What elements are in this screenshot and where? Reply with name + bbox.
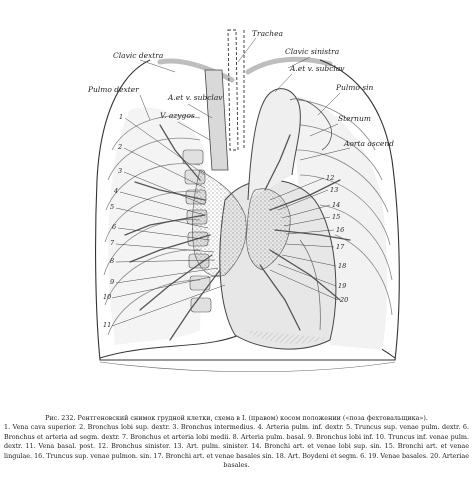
num-8: 8 [110, 257, 115, 265]
num-16: 16 [336, 226, 345, 234]
caption-title: Рис. 232. Рентгеновский снимок грудной клетки, схема в I. (правом) косом положении («поза фехтовальщика»). [45, 414, 428, 422]
num-5: 5 [110, 203, 115, 211]
label-aorta-ascend: Aorta ascend [344, 139, 394, 148]
label-subclav-dx: A.et v. subclav [168, 93, 223, 102]
num-11: 11 [103, 321, 112, 329]
num-12: 12 [326, 174, 335, 182]
num-10: 10 [103, 293, 112, 301]
caption-legend: 1. Vena cava superior. 2. Bronchus lobi sup. dextr. 3. Bronchus intermedius. 4. Arteria pulm. inf. dextr. 5. Truncus sup. venae pulm. dextr. 6. Bronchus et arteria ad segm. dextr. 7. Bronchus et arteria lobi medii. 8. Arteria pulm. basal. 9. Bronchus lobi inf. 10. Truncus inf. venae pulm. dextr. 11. Vena basal. post. 12. Bronchus sinister. 13. Art. pulm. sinister. 14. Bronchi art. et venae lobi sup. sin. 15. Bronchi art. et venae lingulae. 16. Truncus sup. venae pulmon. sin. 17. Bronchi art. et venae basales sin. 18. Art. Boydeni et segm. 6. 19. Venae basales. 20. Arteriae basales. [4, 423, 470, 470]
num-18: 18 [338, 262, 347, 270]
num-14: 14 [332, 201, 341, 209]
label-clavic-dextra: Clavic dextra [113, 51, 164, 60]
num-3: 3 [118, 167, 123, 175]
num-2: 2 [118, 143, 123, 151]
num-13: 13 [330, 186, 339, 194]
num-19: 19 [338, 282, 347, 290]
num-4: 4 [114, 187, 119, 195]
label-clavic-sinistra: Clavic sinistra [285, 47, 340, 56]
num-20: 20 [340, 296, 349, 304]
label-pulmo-sin: Pulmo sin [336, 83, 374, 92]
num-9: 9 [110, 278, 115, 286]
label-pulmo-dexter: Pulmo dexter [88, 85, 139, 94]
figure-caption [4, 414, 469, 470]
num-15: 15 [332, 213, 341, 221]
num-1: 1 [119, 113, 124, 121]
aorta [248, 89, 300, 200]
vena-cava-superior [205, 70, 228, 170]
num-17: 17 [336, 243, 345, 251]
num-7: 7 [110, 239, 115, 247]
label-sternum: Sternum [338, 114, 371, 123]
label-subclav-sin: A.et v. subclav [290, 64, 345, 73]
trachea-shape [228, 30, 238, 150]
label-trachea: Trachea [252, 29, 283, 38]
num-6: 6 [112, 223, 117, 231]
label-v-azygos: V. azygos [160, 111, 195, 120]
